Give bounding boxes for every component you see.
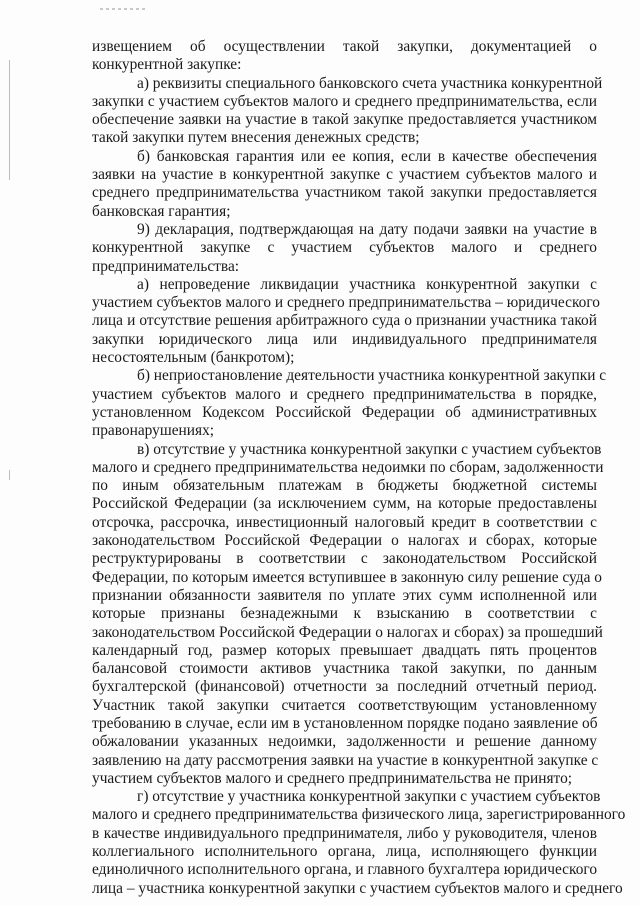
paragraph xyxy=(92,74,603,148)
paragraph xyxy=(92,148,597,221)
text-line: малого и среднего предпринимательства физического лица, зарегистрированного xyxy=(92,806,626,824)
paragraph xyxy=(92,275,600,367)
text-line: коллегиального исполнительного органа, лица, исполняющего функции xyxy=(92,843,597,861)
text-line: которые признаны безнадежными к взысканию в соответствии с xyxy=(92,605,597,623)
text-line: обеспечение заявки на участие в такой закупке предоставляется участником xyxy=(92,111,597,129)
text-line: в качестве индивидуального предпринимателя, либо у руководителя, членов xyxy=(92,824,597,842)
text-line: заявки на участие в конкурентной закупке с участием субъектов малого и xyxy=(92,166,597,184)
text-line: Участник такой закупки считается соответствующим установленному xyxy=(92,696,597,714)
text-line: закупки с участием субъектов малого и среднего предпринимательства, если xyxy=(92,92,597,110)
text-line: балансовой стоимости активов участника такой закупки, по данным xyxy=(92,660,597,678)
paragraph xyxy=(92,38,597,75)
text-line: лица и отсутствие решения арбитражного суда о признании участника такой xyxy=(92,312,597,330)
text-line: такой закупки путем внесения денежных средств; xyxy=(92,129,420,147)
text-line: участием субъектов малого и среднего предпринимательства не принято; xyxy=(92,769,573,787)
text-line: б) неприостановление деятельности участника конкурентной закупки с xyxy=(137,367,607,385)
scan-edge-mark xyxy=(9,60,10,180)
text-line: извещением об осуществлении такой закупки, документацией о xyxy=(92,38,597,55)
text-line: малого и среднего предпринимательства недоимки по сборам, задолженности xyxy=(92,458,604,476)
paragraph xyxy=(92,440,604,789)
text-line: конкурентной закупке: xyxy=(92,56,242,74)
text-line: в) отсутствие у участника конкурентной закупки с участием субъектов xyxy=(137,440,602,458)
text-line: среднего предпринимательства участником такой закупки предоставляется xyxy=(92,184,597,202)
paragraph xyxy=(92,367,607,440)
text-line: закупки юридического лица или индивидуального предпринимателя xyxy=(92,330,597,348)
text-line: 9) декларация, подтверждающая на дату подачи заявки на участие в xyxy=(137,220,597,238)
text-line: несостоятельным (банкротом); xyxy=(92,349,295,367)
text-line: Федерации, по которым имеется вступившее в законную силу решение суда о xyxy=(92,568,602,586)
text-line: конкурентной закупке с участием субъектов малого и среднего xyxy=(92,239,597,257)
document-body xyxy=(92,38,626,898)
paragraph xyxy=(92,788,626,898)
text-line: участием субъектов малого и среднего предпринимательства в порядке, xyxy=(92,385,597,403)
text-line: заявлению на дату рассмотрения заявки на участие в конкурентной закупке с xyxy=(92,751,599,769)
text-line: б) банковская гарантия или ее копия, если в качестве обеспечения xyxy=(137,147,597,165)
text-line: Российской Федерации (за исключением сумм, на которые предоставлены xyxy=(92,495,597,513)
text-line: лица – участника конкурентной закупки с участием субъектов малого и среднего xyxy=(92,879,623,897)
text-line: законодательством Российской Федерации о налогах и сборах, которые xyxy=(92,532,597,550)
text-line: правонарушениях; xyxy=(92,422,215,440)
text-line: единоличного исполнительного органа, и главного бухгалтера юридического xyxy=(92,861,598,879)
text-line: предпринимательства: xyxy=(92,257,240,275)
text-line: календарный год, размер которых превышает двадцать пять процентов xyxy=(92,641,597,659)
scan-edge-mark xyxy=(9,470,10,480)
text-line: законодательством Российской Федерации о налогах и сборах) за прошедший xyxy=(92,623,603,641)
text-line: г) отсутствие у участника конкурентной закупки с участием субъектов xyxy=(137,788,601,806)
text-line: реструктурированы в соответствии с законодательством Российской xyxy=(92,550,597,568)
text-line: участием субъектов малого и среднего предпринимательства – юридического xyxy=(92,294,600,312)
text-line: признании обязанности заявителя по уплате этих сумм исполненной или xyxy=(92,586,597,604)
text-line: отсрочка, рассрочка, инвестиционный налоговый кредит в соответствии с xyxy=(92,513,597,531)
text-line: обжаловании указанных недоимки, задолженности и решение данному xyxy=(92,733,597,751)
text-line: бухгалтерской (финансовой) отчетности за последний отчетный период. xyxy=(92,678,597,696)
text-line: требованию в случае, если им в установленном порядке подано заявление об xyxy=(92,714,598,732)
text-line: а) реквизиты специального банковского счета участника конкурентной xyxy=(137,74,603,92)
text-line: установленном Кодексом Российской Федерации об административных xyxy=(92,403,597,421)
text-line: банковская гарантия; xyxy=(92,202,231,220)
text-line: а) непроведение ликвидации участника конкурентной закупки с xyxy=(137,275,597,293)
paragraph xyxy=(92,221,597,276)
text-line: по иным обязательным платежам в бюджеты бюджетной системы xyxy=(92,477,597,495)
scan-artifact xyxy=(100,8,146,10)
